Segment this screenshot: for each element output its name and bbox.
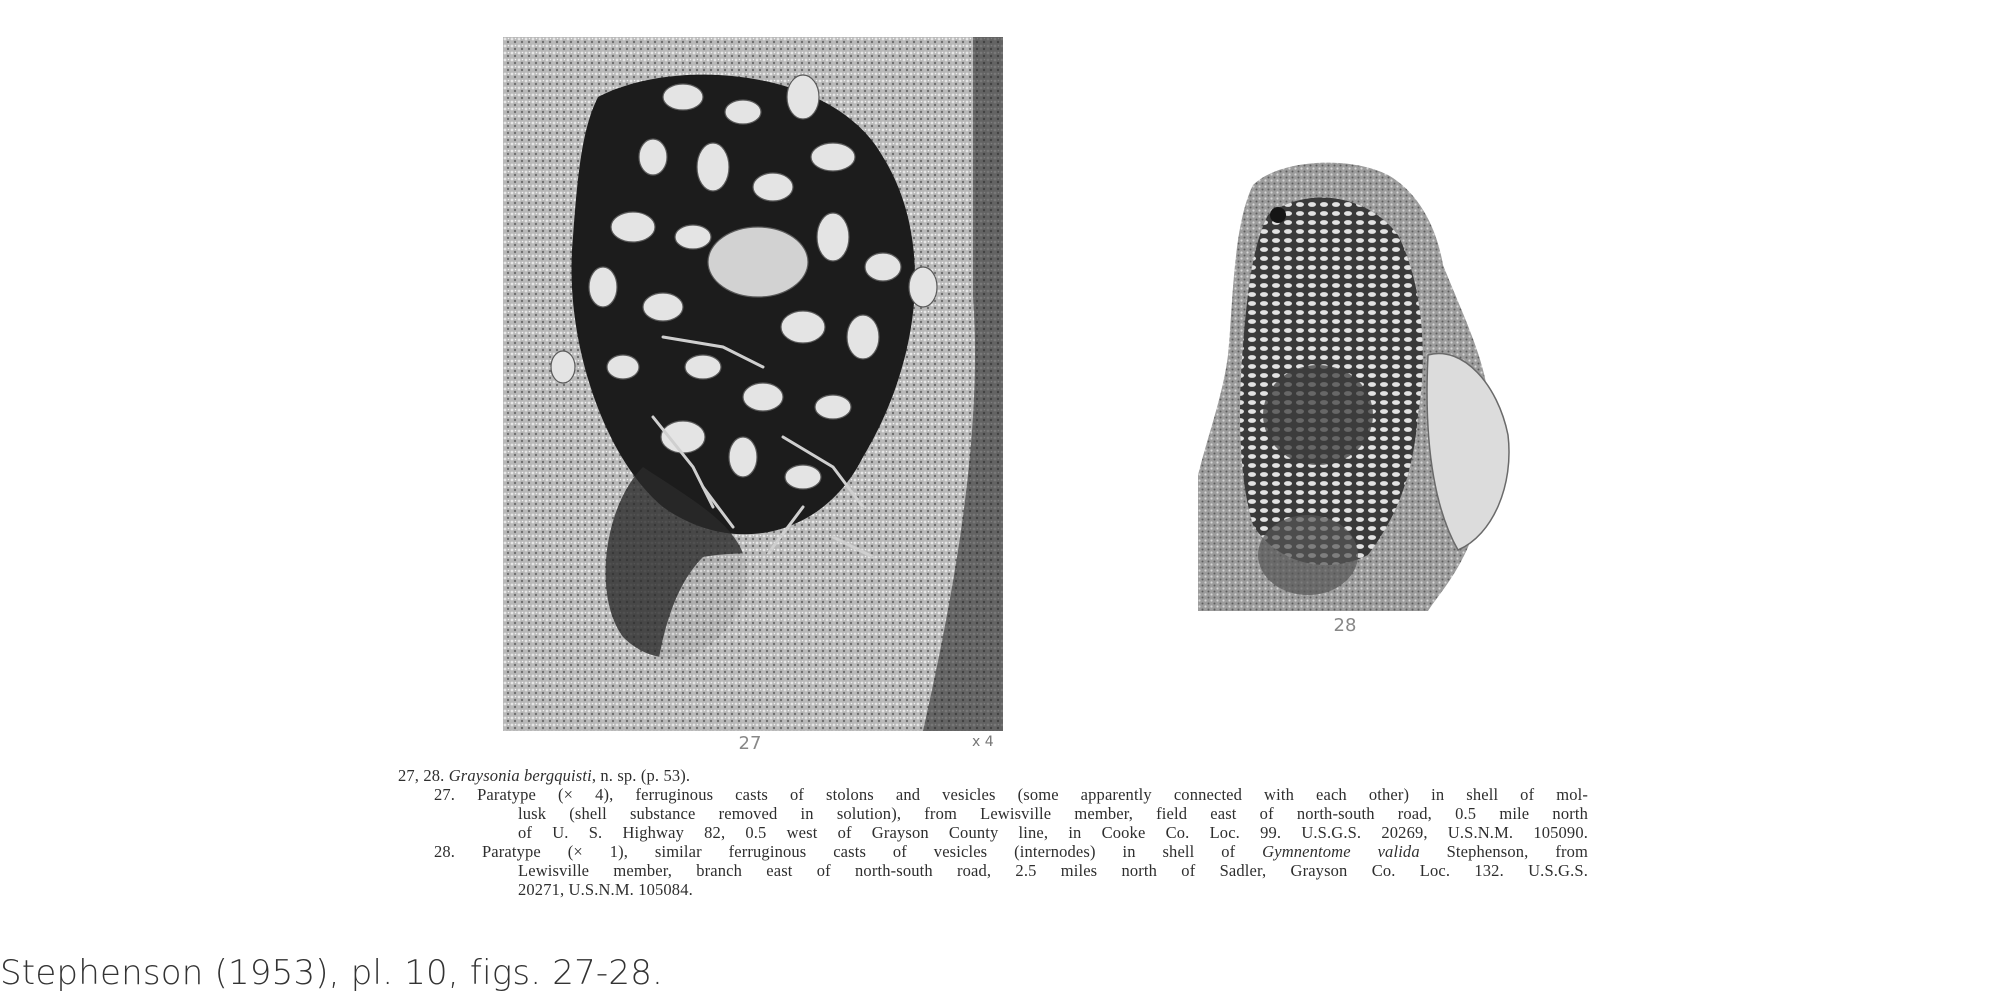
- caption-heading-numbers: 27, 28.: [398, 766, 445, 785]
- figure-28-photo: [1198, 155, 1514, 611]
- caption-entry-27-number: 27.: [434, 785, 456, 804]
- caption-entry-27-line-2: lusk (shell substance removed in solution), from Lewisville member, field east of north-south road, 0.5 mile north: [518, 804, 1588, 823]
- caption-entry-28-line-3: 20271, U.S.N.M. 105084.: [518, 880, 693, 899]
- caption-species-name: Gymnentome valida: [1262, 842, 1420, 861]
- figure-27-fossil-image: [503, 37, 1003, 731]
- figure-27-number: 27: [738, 733, 762, 754]
- caption-heading: [398, 766, 1588, 785]
- caption-heading-rest: , n. sp. (p. 53).: [591, 766, 691, 785]
- caption-entry-28-number: 28.: [434, 842, 456, 861]
- figure-27-photo: [503, 37, 1003, 731]
- caption-entry-28-line-1: [398, 842, 1588, 861]
- source-credit: Stephenson (1953), pl. 10, figs. 27-28.: [0, 953, 664, 993]
- figure-27-magnification: x 4: [972, 734, 994, 750]
- plate-caption: [398, 766, 1588, 899]
- caption-entry-27-line-1: [398, 785, 1588, 804]
- caption-text: Stephenson, from: [1419, 842, 1588, 861]
- figure-28-number: 28: [1333, 615, 1357, 636]
- caption-text: Paratype (× 4), ferruginous casts of stolons and vesicles (some apparently connected with each other) in shell of mol-: [477, 785, 1588, 804]
- caption-entry-28-line-2: Lewisville member, branch east of north-south road, 2.5 miles north of Sadler, Grayson Co. Loc. 132. U.S.G.S.: [518, 861, 1588, 880]
- caption-taxon-name: Graysonia bergquisti: [448, 766, 592, 785]
- caption-text: Paratype (× 1), similar ferruginous casts of vesicles (internodes) in shell of: [481, 842, 1263, 861]
- caption-entry-27-line-3: of U. S. Highway 82, 0.5 west of Grayson County line, in Cooke Co. Loc. 99. U.S.G.S. 20269, U.S.N.M. 105090.: [518, 823, 1588, 842]
- figure-28-fossil-image: [1198, 155, 1514, 611]
